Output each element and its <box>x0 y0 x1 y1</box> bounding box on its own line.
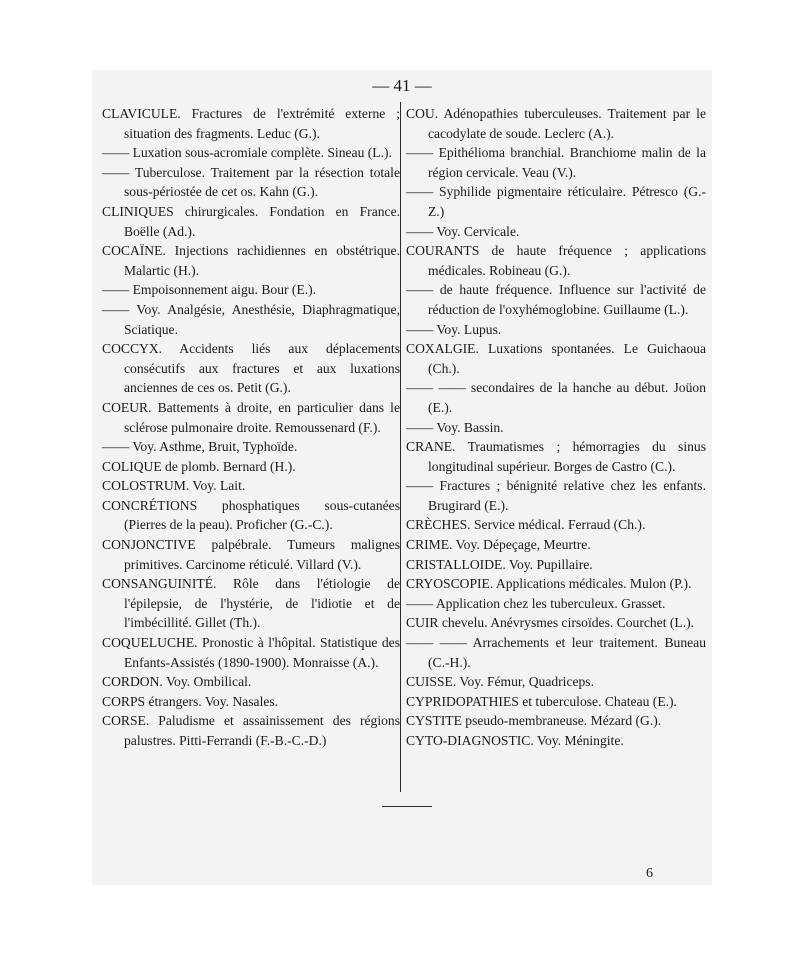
left-column <box>102 104 400 751</box>
index-entry: —— de haute fréquence. Influence sur l'activité de réduction de l'oxyhémoglobine. Guillaume (L.). <box>406 282 706 317</box>
index-entry: CORPS étrangers. Voy. Nasales. <box>102 693 279 709</box>
column-divider <box>400 102 401 792</box>
index-entry: COCAÏNE. Injections rachidiennes en obstétrique. Malartic (H.). <box>102 243 400 278</box>
index-entry: CONSANGUINITÉ. Rôle dans l'étiologie de l'épilepsie, de l'hystérie, de l'idiotie et de l'imbécillité. Gillet (Th.). <box>102 576 400 631</box>
index-entry: CYTO-DIAGNOSTIC. Voy. Méningite. <box>406 733 624 748</box>
index-entry: CRYOSCOPIE. Applications médicales. Mulon (P.). <box>406 576 692 592</box>
index-entry: —— Voy. Asthme, Bruit, Typhoïde. <box>102 439 298 455</box>
index-entry: —— —— Arrachements et leur traitement. Buneau (C.-H.). <box>406 635 706 670</box>
index-entry: —— Application chez les tuberculeux. Grasset. <box>406 595 666 611</box>
index-entry: CORDON. Voy. Ombilical. <box>102 674 252 690</box>
index-entry: CLAVICULE. Fractures de l'extrémité externe ; situation des fragments. Leduc (G.). <box>102 106 400 141</box>
closing-rule <box>382 806 432 807</box>
index-entry: CRANE. Traumatismes ; hémorragies du sinus longitudinal supérieur. Borges de Castro (C.). <box>406 439 706 474</box>
index-entry: —— Tuberculose. Traitement par la résection totale sous-périostée de cet os. Kahn (G.). <box>102 164 400 200</box>
index-entry: —— Syphilide pigmentaire réticulaire. Pétresco (G.-Z.) <box>406 184 706 219</box>
index-entry: CYSTITE pseudo-membraneuse. Mézard (G.). <box>406 713 662 729</box>
sheet-signature: 6 <box>646 866 653 881</box>
index-entry: —— Voy. Bassin. <box>406 419 504 435</box>
index-entry: CUISSE. Voy. Fémur, Quadriceps. <box>406 674 595 690</box>
index-entry: CRIME. Voy. Dépeçage, Meurtre. <box>406 537 591 553</box>
index-entry: COCCYX. Accidents liés aux déplacements consécutifs aux fractures et aux luxations anciennes de ces os. Petit (G.). <box>102 341 400 396</box>
index-entry: COXALGIE. Luxations spontanées. Le Guichaoua (Ch.). <box>406 341 706 376</box>
index-entry: —— Voy. Cervicale. <box>406 223 520 239</box>
index-entry: —— —— secondaires de la hanche au début. Joüon (E.). <box>406 380 706 415</box>
index-entry: CRISTALLOIDE. Voy. Pupillaire. <box>406 556 593 572</box>
index-entry: —— Voy. Lupus. <box>406 321 502 337</box>
index-entry: —— Voy. Analgésie, Anesthésie, Diaphragmatique, Sciatique. <box>102 301 400 337</box>
index-entry: CONJONCTIVE palpébrale. Tumeurs malignes primitives. Carcinome réticulé. Villard (V.). <box>102 537 400 572</box>
index-entry: CLINIQUES chirurgicales. Fondation en France. Boëlle (Ad.). <box>102 203 400 239</box>
index-entry: CONCRÉTIONS phosphatiques sous-cutanées (Pierres de la peau). Proficher (G.-C.). <box>102 497 400 533</box>
index-entry: COU. Adénopathies tuberculeuses. Traitement par le cacodylate de soude. Leclerc (A.). <box>406 106 706 141</box>
document-page <box>92 70 712 885</box>
index-entry: COURANTS de haute fréquence ; applications médicales. Robineau (G.). <box>406 243 706 278</box>
page-number: — 41 — <box>372 76 432 95</box>
index-entry: —— Epithélioma branchial. Branchiome malin de la région cervicale. Veau (V.). <box>406 145 706 180</box>
right-column <box>406 104 706 751</box>
index-entry: —— Empoisonnement aigu. Bour (E.). <box>102 282 317 298</box>
index-entry: CYPRIDOPATHIES et tuberculose. Chateau (E.). <box>406 693 677 709</box>
index-entry: CUIR chevelu. Anévrysmes cirsoïdes. Courchet (L.). <box>406 615 695 631</box>
index-entry: COLIQUE de plomb. Bernard (H.). <box>102 458 296 474</box>
index-entry: —— Fractures ; bénignité relative chez les enfants. Brugirard (E.). <box>406 478 706 513</box>
index-entry: —— Luxation sous-acromiale complète. Sineau (L.). <box>102 145 392 161</box>
index-entry: CORSE. Paludisme et assainissement des régions palustres. Pitti-Ferrandi (F.-B.-C.-D.) <box>102 713 400 748</box>
index-entry: CRÈCHES. Service médical. Ferraud (Ch.). <box>406 517 646 533</box>
index-entry: COEUR. Battements à droite, en particulier dans le sclérose pulmonaire droite. Remoussenard (F.). <box>102 399 400 435</box>
index-entry: COQUELUCHE. Pronostic à l'hôpital. Statistique des Enfants-Assistés (1890-1900). Monraisse (A.). <box>102 635 400 670</box>
index-entry: COLOSTRUM. Voy. Lait. <box>102 478 246 494</box>
